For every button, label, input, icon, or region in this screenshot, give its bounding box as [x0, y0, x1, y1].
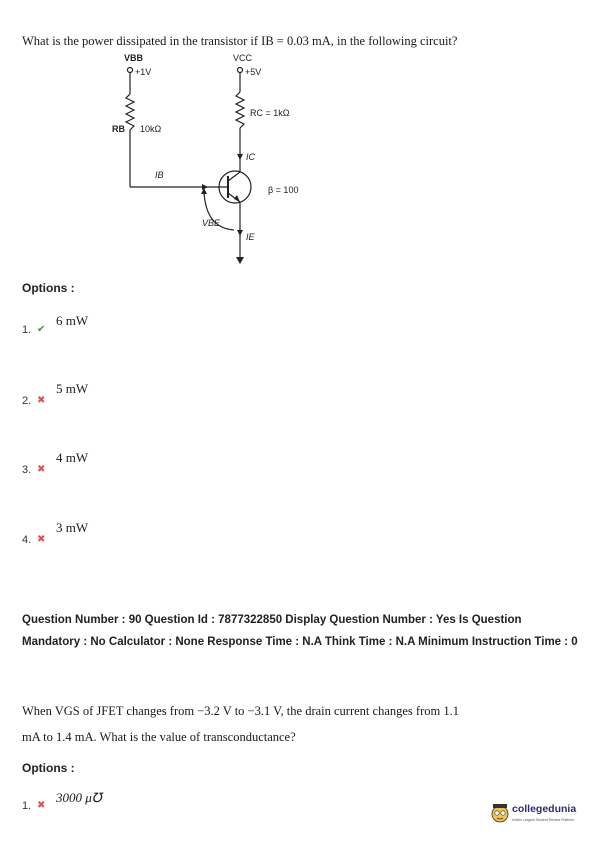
collegedunia-logo: [490, 800, 590, 832]
question-1-text: What is the power dissipated in the transistor if IB = 0.03 mA, in the following circuit?: [22, 34, 458, 48]
option-number: 1.: [22, 800, 32, 812]
question-metadata: Question Number : 90 Question Id : 7877322850 Display Question Number : Yes Is Question Mandatory : No Calculator : None Response Time : N.A Think Time : N.A Minimum Instruction Time : 0: [22, 614, 578, 648]
option-number: 4.: [22, 534, 32, 546]
q2-options-label: Options :: [22, 761, 75, 775]
option-text: 5 mW: [56, 381, 89, 396]
question-2-line-1: When VGS of JFET changes from −3.2 V to −3.1 V, the drain current changes from 1.1: [22, 704, 459, 718]
vbb-label: VBB: [124, 53, 144, 63]
mascot-icon: [490, 802, 510, 824]
beta-label: β = 100: [268, 185, 299, 195]
ic-label: IC: [246, 152, 255, 162]
option-text: 6 mW: [56, 313, 89, 328]
check-icon: ✔: [37, 324, 46, 335]
cross-icon: ✖: [37, 395, 46, 406]
circuit-diagram: [100, 52, 330, 272]
cross-icon: ✖: [37, 464, 46, 475]
ie-label: IE: [246, 232, 255, 242]
cross-icon: ✖: [37, 800, 46, 811]
option-number: 2.: [22, 395, 32, 407]
cross-icon: ✖: [37, 534, 46, 545]
option-number: 1.: [22, 324, 32, 336]
option-text: 3000 μ℧: [56, 790, 102, 805]
ib-label: IB: [155, 170, 164, 180]
option-number: 3.: [22, 464, 32, 476]
rb-value: 10kΩ: [140, 124, 162, 134]
brand-name: collegedunia: [512, 803, 577, 815]
vbb-value: +1V: [135, 67, 152, 77]
rb-label: RB: [112, 124, 125, 134]
brand-tagline: India's Largest Student Review Platform: [512, 818, 575, 822]
vcc-value: +5V: [245, 67, 262, 77]
question-2-line-2: mA to 1.4 mA. What is the value of transconductance?: [22, 730, 296, 744]
vbe-label: VBE: [202, 218, 221, 228]
q1-options-label: Options :: [22, 281, 75, 295]
option-text: 3 mW: [56, 520, 89, 535]
rc-label: RC = 1kΩ: [250, 108, 290, 118]
option-text: 4 mW: [56, 450, 89, 465]
vcc-label: VCC: [233, 53, 253, 63]
